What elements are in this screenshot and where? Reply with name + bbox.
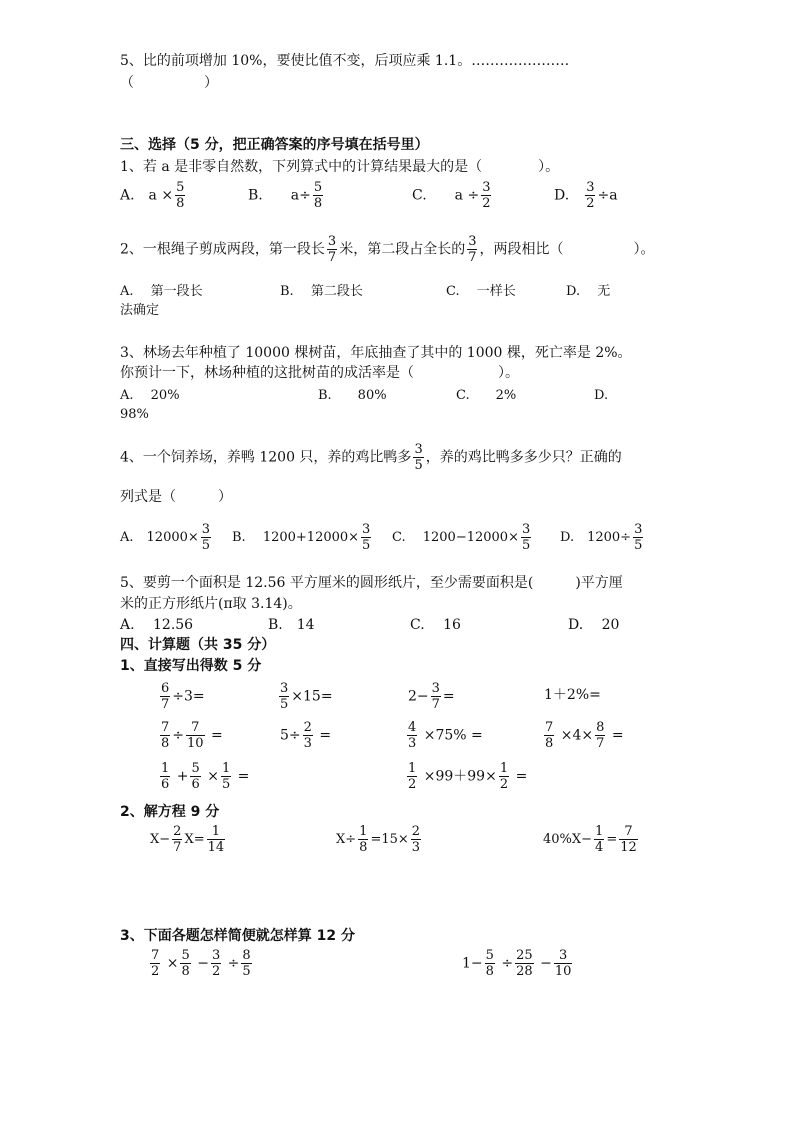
q2-option-d[interactable]: D. 无 — [566, 284, 611, 299]
equation-3: 40%X− $\frac{1}{4}$ = $\frac{7}{12}$ — [543, 824, 637, 855]
simplify-2: 1− $\frac{5}{8}$ ÷ $\frac{25}{28}$ − $\frac{3}{10}$ — [462, 948, 572, 979]
q5-line2: 米的正方形纸片(π取 3.14)。 — [120, 596, 302, 612]
q4-option-c[interactable]: C. 1200−12000× $\frac{3}{5}$ — [392, 522, 531, 553]
q3-option-a[interactable]: A. 20% — [120, 388, 180, 403]
direct-calc-6: 5÷ $\frac{2}{3}$ = — [280, 720, 332, 751]
judge-q5-answer-paren[interactable]: （ ） — [120, 75, 218, 91]
q4-stem: 4、一个饲养场，养鸭 1200 只，养的鸡比鸭多 $\frac{3}{5}$ ，养的鸡比鸭多多少只？正确的 — [120, 442, 622, 473]
q1-option-d[interactable]: D. $\frac{3}{2}$ ÷a — [554, 180, 618, 211]
direct-calc-10: $\frac{1}{2}$ ×99＋99× $\frac{1}{2}$ = — [408, 761, 528, 792]
equation-1: X− $\frac{2}{7}$ X= $\frac{1}{14}$ — [150, 824, 225, 855]
direct-calc-9: $\frac{1}{6}$ + $\frac{5}{6}$ × $\frac{1}{5}$ = — [161, 761, 250, 792]
q4-option-b[interactable]: B. 1200+12000× $\frac{3}{5}$ — [232, 522, 371, 553]
q3-option-c[interactable]: C. 2% — [456, 388, 517, 403]
q3-line1: 3、林场去年种植了 10000 棵树苗，年底抽查了其中的 1000 棵，死亡率是 2%。 — [120, 345, 632, 361]
q1-option-c[interactable]: C. a ÷ $\frac{3}{2}$ — [412, 180, 491, 211]
section4-sub1: 1、直接写出得数 5 分 — [120, 658, 262, 674]
q4-option-a[interactable]: A. 12000× $\frac{3}{5}$ — [120, 522, 211, 553]
q2-option-c[interactable]: C. 一样长 — [446, 284, 516, 299]
section4-title: 四、计算题（共 35 分） — [120, 637, 276, 653]
q2-stem: 2、一根绳子剪成两段，第一段长 $\frac{3}{7}$ 米，第二段占全长的 $\frac{3}{7}$ ，两段相比（ ）。 — [120, 234, 655, 265]
q2-option-d-continued: 法确定 — [120, 303, 160, 318]
q5-option-d[interactable]: D. 20 — [568, 617, 620, 633]
q4-line2: 列式是（ ） — [120, 489, 232, 505]
q3-option-d-continued: 98% — [120, 407, 149, 422]
direct-calc-8: $\frac{7}{8}$ ×4× $\frac{8}{7}$ = — [545, 720, 624, 751]
direct-calc-2: $\frac{3}{5}$ ×15= — [280, 681, 333, 712]
q1-stem: 1、若 a 是非零自然数，下列算式中的计算结果最大的是（ ）。 — [120, 159, 560, 175]
q5-option-c[interactable]: C. 16 — [410, 617, 461, 633]
equation-2: X÷ $\frac{1}{8}$ =15× $\frac{2}{3}$ — [336, 824, 421, 855]
q2-option-a[interactable]: A. 第一段长 — [120, 284, 203, 299]
section4-sub2: 2、解方程 9 分 — [120, 804, 220, 820]
q1-option-b[interactable]: B. a÷ $\frac{5}{8}$ — [248, 180, 323, 211]
q3-line2: 你预计一下，林场种植的这批树苗的成活率是（ ）。 — [120, 365, 519, 381]
direct-calc-4: 1＋2%= — [544, 687, 601, 703]
section4-sub3: 3、下面各题怎样简便就怎样算 12 分 — [120, 928, 355, 944]
q3-option-b[interactable]: B. 80% — [318, 388, 387, 403]
direct-calc-5: $\frac{7}{8}$ ÷ $\frac{7}{10}$ = — [161, 720, 223, 751]
q1-option-a[interactable]: A. a × $\frac{5}{8}$ — [120, 180, 185, 211]
direct-calc-3: 2− $\frac{3}{7}$ = — [408, 681, 455, 712]
section3-title: 三、选择（5 分，把正确答案的序号填在括号里） — [120, 137, 429, 153]
q2-option-b[interactable]: B. 第二段长 — [280, 284, 363, 299]
simplify-1: $\frac{7}{2}$ × $\frac{5}{8}$ − $\frac{3}{2}$ ÷ $\frac{8}{5}$ — [151, 948, 251, 979]
q5-line1: 5、要剪一个面积是 12.56 平方厘米的圆形纸片，至少需要面积是( )平方厘 — [120, 575, 623, 591]
q5-option-b[interactable]: B. 14 — [268, 617, 315, 633]
q5-option-a[interactable]: A. 12.56 — [120, 617, 194, 633]
q4-option-d[interactable]: D. 1200÷ $\frac{3}{5}$ — [560, 522, 643, 553]
direct-calc-1: $\frac{6}{7}$ ÷3= — [161, 681, 205, 712]
direct-calc-7: $\frac{4}{3}$ ×75% = — [408, 720, 483, 751]
judge-q5-text: 5、比的前项增加 10%，要使比值不变，后项应乘 1.1。………………… — [120, 53, 570, 69]
q3-option-d[interactable]: D. — [594, 388, 609, 403]
